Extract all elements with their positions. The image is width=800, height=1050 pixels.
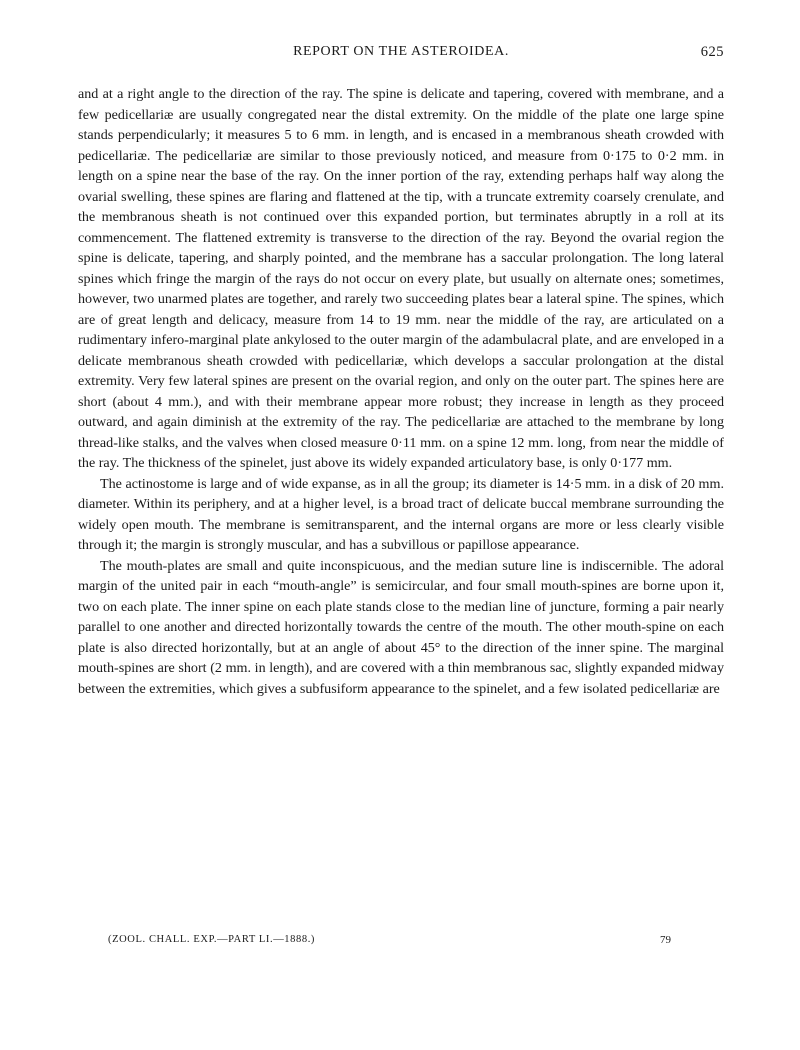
body-text (78, 84, 724, 699)
footer-note: (ZOOL. CHALL. EXP.—PART LI.—1888.) (108, 934, 316, 945)
paragraph-spines: and at a right angle to the direction of the ray. The spine is delicate and tapering, covered with membrane, and a few pedicellariæ are usually congregated near the distal extremity. On the middle of the plate one large spine stands perpendicularly; it measures 5 to 6 mm. in length, and is encased in a membranous sheath crowded with pedicellariæ. The pedicellariæ are similar to those previously noticed, and measure from 0·175 to 0·2 mm. in length on a spine near the base of the ray. On the inner portion of the ray, extending perhaps half way along the ovarial swelling, these spines are flaring and flattened at the tip, with a truncate extremity coarsely crenulate, and the membranous sheath is not continued over this expanded portion, but terminates abruptly in a roll at its commencement. The flattened extremity is transverse to the direction of the ray. Beyond the ovarial region the spine is delicate, tapering, and sharply pointed, and the membrane has a saccular prolongation. The long lateral spines which fringe the margin of the rays do not occur on every plate, but usually on alternate ones; sometimes, however, two unarmed plates are together, and rarely two succeeding plates bear a lateral spine. The spines, which are of great length and delicacy, measure from 14 to 19 mm. near the middle of the ray, are articulated on a rudimentary infero-marginal plate ankylosed to the outer margin of the adambulacral plate, and are enveloped in a delicate membranous sheath crowded with pedicellariæ, which develops a saccular prolongation at the distal extremity. Very few lateral spines are present on the ovarial region, and only on the outer part. The spines here are short (about 4 mm.), and with their membrane appear more robust; they increase in length as they proceed outward, and again diminish at the extremity of the ray. The pedicellariæ are attached to the membrane by long thread-like stalks, and the valves when closed measure 0·11 mm. on a spine 12 mm. long, from near the middle of the ray. The thickness of the spinelet, just above its widely expanded articulatory base, is only 0·177 mm. (78, 86, 724, 471)
paragraph-mouth-plates: The mouth-plates are small and quite inconspicuous, and the median suture line is indiscernible. The adoral margin of the united pair in each “mouth-angle” is semicircular, and four small mouth-spines are borne upon it, two on each plate. The inner spine on each plate stands close to the median line of juncture, forming a pair nearly parallel to one another and directed horizontally towards the centre of the mouth. The other mouth-spine on each plate is also directed horizontally, but at an angle of about 45° to the direction of the inner spine. The marginal mouth-spines are short (2 mm. in length), and are covered with a thin membranous sac, slightly expanded midway between the extremities, which gives a subfusiform appearance to the spinelet, and a few isolated pedicellariæ are (78, 557, 724, 697)
signature-mark: 79 (660, 934, 671, 946)
page-header (78, 44, 724, 66)
page-number: 625 (700, 44, 724, 60)
paragraph-actinostome: The actinostome is large and of wide expanse, as in all the group; its diameter is 14·5 mm. in a disk of 20 mm. diameter. Within its periphery, and at a higher level, is a broad tract of delicate buccal membrane surrounding the widely open mouth. The membrane is semitransparent, and the internal organs are more or less clearly visible through it; the margin is strongly muscular, and has a subvillous or papillose appearance. (78, 475, 724, 553)
running-head: REPORT ON THE ASTEROIDEA. (293, 44, 509, 59)
page-footer (108, 934, 708, 954)
